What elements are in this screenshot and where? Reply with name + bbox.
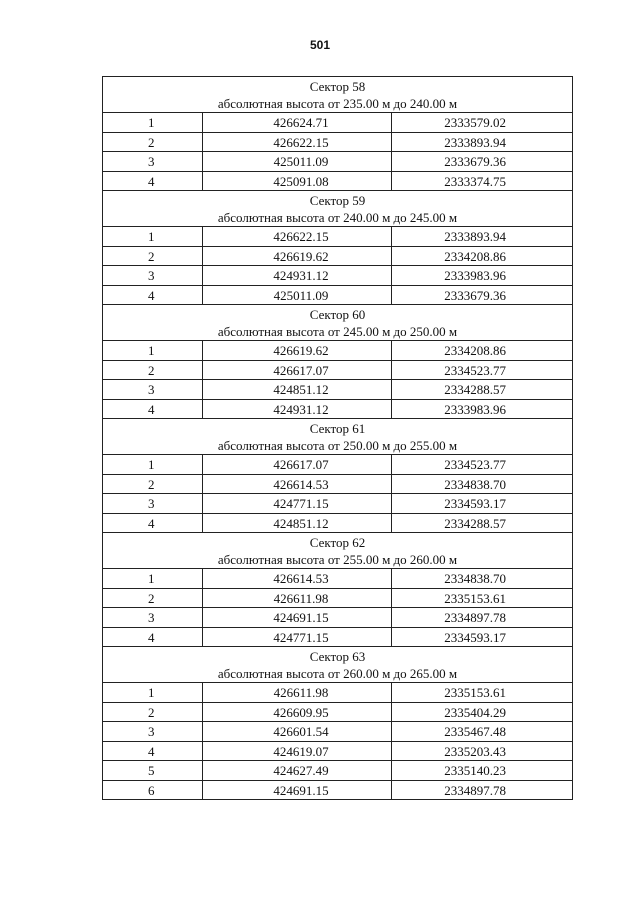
x-coordinate-cell: 424851.12 <box>203 380 392 400</box>
point-number-cell: 3 <box>103 380 203 400</box>
y-coordinate-cell: 2333983.96 <box>392 400 573 420</box>
point-number-cell: 2 <box>103 589 203 609</box>
point-number-cell: 2 <box>103 703 203 723</box>
x-coordinate-cell: 426622.15 <box>203 227 392 247</box>
y-coordinate-cell: 2334593.17 <box>392 628 573 648</box>
y-coordinate-cell: 2333893.94 <box>392 227 573 247</box>
sector-title: Сектор 58 <box>309 79 366 94</box>
sector-altitude-range: абсолютная высота от 255.00 м до 260.00 м <box>217 551 458 567</box>
table-row <box>103 761 573 781</box>
point-number-cell: 5 <box>103 761 203 781</box>
y-coordinate-cell: 2333374.75 <box>392 172 573 192</box>
x-coordinate-cell: 425011.09 <box>203 152 392 172</box>
y-coordinate-cell: 2333679.36 <box>392 152 573 172</box>
x-coordinate-cell: 426619.62 <box>203 341 392 361</box>
y-coordinate-cell: 2334288.57 <box>392 514 573 534</box>
sector-altitude-range: абсолютная высота от 260.00 м до 265.00 м <box>217 665 458 681</box>
point-number-cell: 3 <box>103 494 203 514</box>
table-row <box>103 742 573 762</box>
y-coordinate-cell: 2335203.43 <box>392 742 573 762</box>
y-coordinate-cell: 2334208.86 <box>392 341 573 361</box>
y-coordinate-cell: 2334208.86 <box>392 247 573 267</box>
table-row <box>103 589 573 609</box>
x-coordinate-cell: 426617.07 <box>203 361 392 381</box>
y-coordinate-cell: 2334838.70 <box>392 569 573 589</box>
y-coordinate-cell: 2333983.96 <box>392 266 573 286</box>
table-row <box>103 152 573 172</box>
sector-header <box>103 533 573 569</box>
y-coordinate-cell: 2335467.48 <box>392 722 573 742</box>
point-number-cell: 4 <box>103 286 203 306</box>
sector-altitude-range: абсолютная высота от 250.00 м до 255.00 м <box>217 437 458 453</box>
sector-header <box>103 191 573 227</box>
table-row <box>103 341 573 361</box>
table-row <box>103 455 573 475</box>
y-coordinate-cell: 2333579.02 <box>392 113 573 133</box>
y-coordinate-cell: 2334838.70 <box>392 475 573 495</box>
y-coordinate-cell: 2334593.17 <box>392 494 573 514</box>
x-coordinate-cell: 424931.12 <box>203 400 392 420</box>
sector-header <box>103 77 573 113</box>
point-number-cell: 3 <box>103 608 203 628</box>
y-coordinate-cell: 2333679.36 <box>392 286 573 306</box>
table-row <box>103 781 573 801</box>
point-number-cell: 4 <box>103 400 203 420</box>
y-coordinate-cell: 2334523.77 <box>392 361 573 381</box>
table-row <box>103 400 573 420</box>
sector-altitude-range: абсолютная высота от 245.00 м до 250.00 м <box>217 323 458 339</box>
table-row <box>103 133 573 153</box>
x-coordinate-cell: 424627.49 <box>203 761 392 781</box>
sector-title: Сектор 61 <box>309 421 366 436</box>
table-row <box>103 286 573 306</box>
point-number-cell: 1 <box>103 455 203 475</box>
table-row <box>103 703 573 723</box>
sector-header <box>103 305 573 341</box>
x-coordinate-cell: 424691.15 <box>203 781 392 801</box>
sector-altitude-range: абсолютная высота от 235.00 м до 240.00 м <box>217 95 458 111</box>
x-coordinate-cell: 426601.54 <box>203 722 392 742</box>
table-row <box>103 569 573 589</box>
coordinates-table <box>102 76 573 800</box>
y-coordinate-cell: 2334897.78 <box>392 608 573 628</box>
point-number-cell: 6 <box>103 781 203 801</box>
sector-header <box>103 647 573 683</box>
point-number-cell: 1 <box>103 683 203 703</box>
table-row <box>103 722 573 742</box>
y-coordinate-cell: 2335140.23 <box>392 761 573 781</box>
sector-title: Сектор 63 <box>309 649 366 664</box>
x-coordinate-cell: 426619.62 <box>203 247 392 267</box>
point-number-cell: 2 <box>103 361 203 381</box>
point-number-cell: 1 <box>103 341 203 361</box>
table-row <box>103 494 573 514</box>
sector-title: Сектор 60 <box>309 307 366 322</box>
y-coordinate-cell: 2335153.61 <box>392 683 573 703</box>
sector-altitude-range: абсолютная высота от 240.00 м до 245.00 м <box>217 209 458 225</box>
sector-title: Сектор 59 <box>309 193 366 208</box>
table-row <box>103 361 573 381</box>
x-coordinate-cell: 426609.95 <box>203 703 392 723</box>
point-number-cell: 3 <box>103 152 203 172</box>
x-coordinate-cell: 424771.15 <box>203 494 392 514</box>
point-number-cell: 1 <box>103 569 203 589</box>
x-coordinate-cell: 425011.09 <box>203 286 392 306</box>
point-number-cell: 2 <box>103 247 203 267</box>
table-row <box>103 683 573 703</box>
table-row <box>103 266 573 286</box>
x-coordinate-cell: 424771.15 <box>203 628 392 648</box>
x-coordinate-cell: 424619.07 <box>203 742 392 762</box>
y-coordinate-cell: 2333893.94 <box>392 133 573 153</box>
x-coordinate-cell: 424691.15 <box>203 608 392 628</box>
point-number-cell: 4 <box>103 628 203 648</box>
point-number-cell: 1 <box>103 113 203 133</box>
x-coordinate-cell: 425091.08 <box>203 172 392 192</box>
x-coordinate-cell: 426622.15 <box>203 133 392 153</box>
y-coordinate-cell: 2334523.77 <box>392 455 573 475</box>
point-number-cell: 2 <box>103 133 203 153</box>
table-row <box>103 628 573 648</box>
point-number-cell: 4 <box>103 742 203 762</box>
point-number-cell: 3 <box>103 266 203 286</box>
y-coordinate-cell: 2335404.29 <box>392 703 573 723</box>
sector-header <box>103 419 573 455</box>
table-row <box>103 247 573 267</box>
point-number-cell: 1 <box>103 227 203 247</box>
x-coordinate-cell: 426617.07 <box>203 455 392 475</box>
y-coordinate-cell: 2335153.61 <box>392 589 573 609</box>
table-row <box>103 172 573 192</box>
table-row <box>103 514 573 534</box>
table-row <box>103 227 573 247</box>
point-number-cell: 2 <box>103 475 203 495</box>
point-number-cell: 4 <box>103 514 203 534</box>
x-coordinate-cell: 426624.71 <box>203 113 392 133</box>
table-row <box>103 380 573 400</box>
page-number: 501 <box>309 38 331 52</box>
table-row <box>103 608 573 628</box>
x-coordinate-cell: 426614.53 <box>203 569 392 589</box>
x-coordinate-cell: 424931.12 <box>203 266 392 286</box>
x-coordinate-cell: 426611.98 <box>203 683 392 703</box>
table-row <box>103 475 573 495</box>
x-coordinate-cell: 426614.53 <box>203 475 392 495</box>
table-row <box>103 113 573 133</box>
y-coordinate-cell: 2334897.78 <box>392 781 573 801</box>
x-coordinate-cell: 426611.98 <box>203 589 392 609</box>
point-number-cell: 3 <box>103 722 203 742</box>
y-coordinate-cell: 2334288.57 <box>392 380 573 400</box>
x-coordinate-cell: 424851.12 <box>203 514 392 534</box>
point-number-cell: 4 <box>103 172 203 192</box>
sector-title: Сектор 62 <box>309 535 366 550</box>
